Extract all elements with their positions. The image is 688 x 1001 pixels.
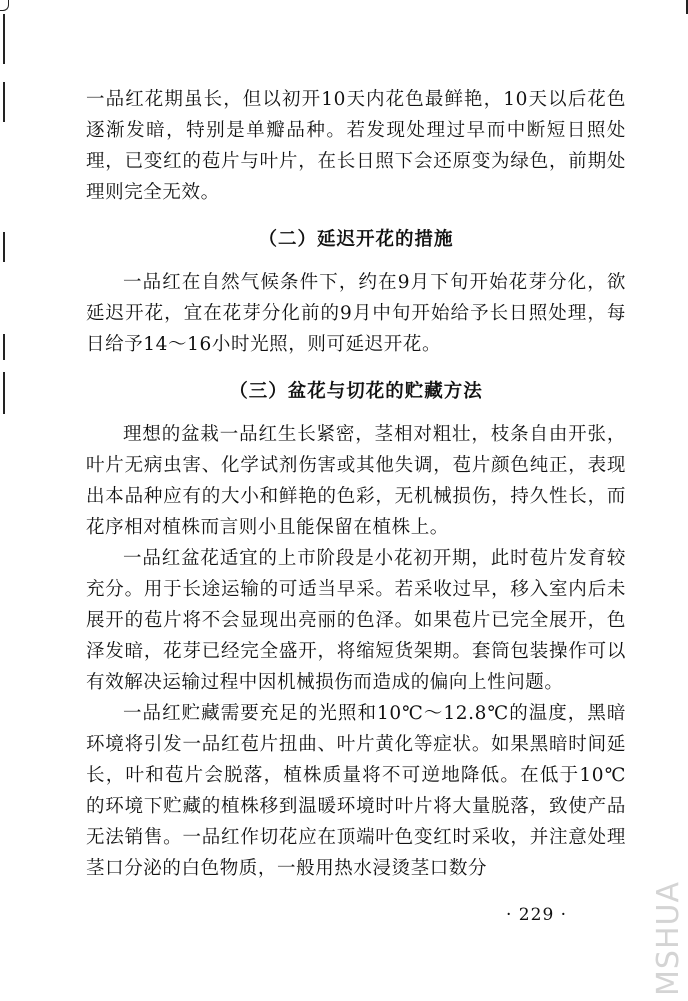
paragraph: 一品红盆花适宜的上市阶段是小花初开期，此时苞片发育较充分。用于长途运输的可适当早采。若采收过早，移入室内后未展开的苞片将不会显现出亮丽的色泽。如果苞片已完全展开，色泽发暗，花芽已经完全盛开，将缩短货架期。套筒包装操作可以有效解决运输过程中因机械损伤而造成的偏向上性问题。 [86, 548, 626, 693]
scan-edge-mark [3, 334, 5, 360]
scan-edge-mark [3, 372, 5, 414]
page-number: · 229 · [506, 905, 568, 925]
page-body [86, 84, 626, 884]
paragraph: 一品红贮藏需要充足的光照和10℃～12.8℃的温度，黑暗环境将引发一品红苞片扭曲、叶片黄化等症状。如果黑暗时间延长，叶和苞片会脱落，植株质量将不可逆地降低。在低于10℃的环境下贮藏的植株移到温暖环境时叶片将大量脱落，致使产品无法销售。一品红作切花应在顶端叶色变红时采收，并注意处理茎口分泌的白色物质，一般用热水浸烫茎口数分 [86, 703, 626, 879]
scan-edge-mark [3, 14, 5, 64]
section-heading: （二）延迟开花的措施 [258, 229, 454, 250]
watermark [648, 882, 688, 994]
scan-corner-mark [0, 0, 9, 11]
watermark-text: MSHUA [650, 880, 686, 996]
paragraph: 理想的盆栽一品红生长紧密，茎相对粗壮，枝条自由开张，叶片无病虫害、化学试剂伤害或其他失调，苞片颜色纯正，表现出本品种应有的大小和鲜艳的色彩，无机械损伤，持久性长，而花序相对植株而言则小且能保留在植株上。 [86, 424, 626, 538]
scan-edge-mark [3, 232, 5, 262]
paragraph: 一品红花期虽长，但以初开10天内花色最鲜艳，10天以后花色逐渐发暗，特别是单瓣品种。若发现处理过早而中断短日照处理，已变红的苞片与叶片，在长日照下会还原变为绿色，前期处理则完全无效。 [86, 89, 626, 203]
paragraph: 一品红在自然气候条件下，约在9月下旬开始花芽分化，欲延迟开花，宜在花芽分化前的9月中旬开始给予长日照处理，每日给予14～16小时光照，则可延迟开花。 [86, 272, 626, 355]
section-heading: （三）盆花与切花的贮藏方法 [229, 381, 483, 402]
scan-edge-mark [3, 82, 5, 122]
